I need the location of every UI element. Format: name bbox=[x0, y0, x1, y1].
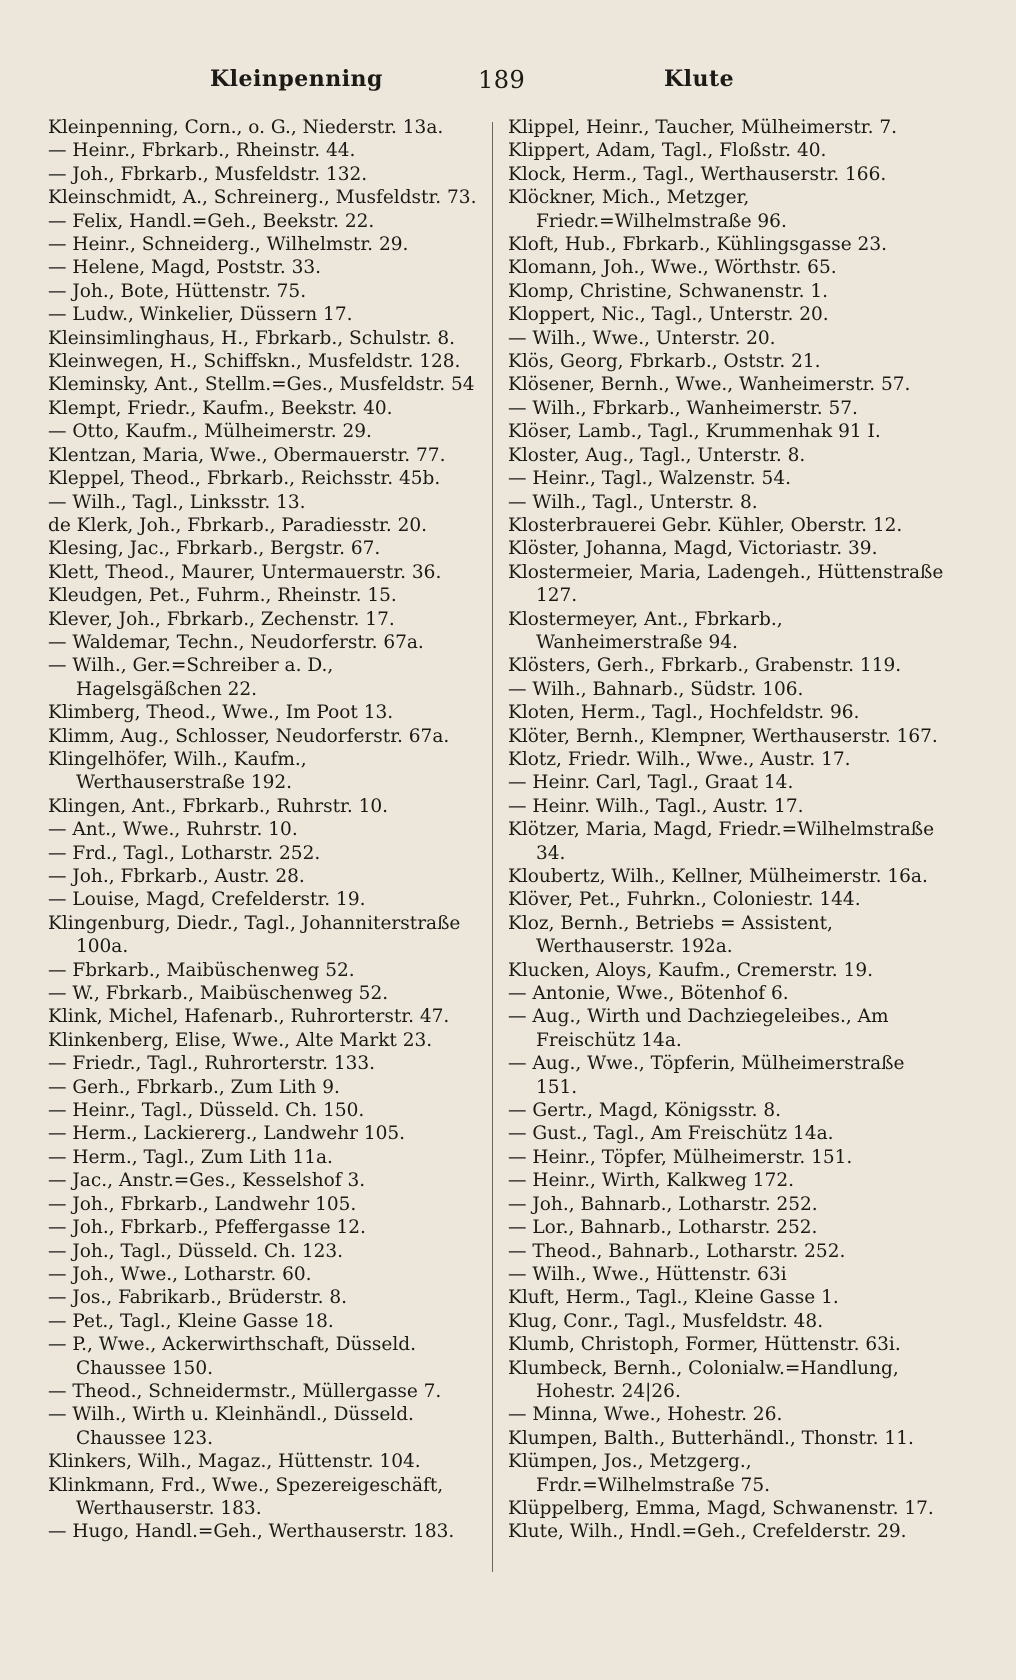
directory-entry: — Herm., Tagl., Zum Lith 11a. bbox=[48, 1146, 333, 1168]
directory-entry: — Helene, Magd, Poststr. 33. bbox=[48, 257, 322, 279]
directory-entry: Klümpen, Jos., Metzgerg., Frdr.=Wilhelmstraße 75. bbox=[508, 1451, 770, 1496]
directory-entry: Kloster, Aug., Tagl., Unterstr. 8. bbox=[508, 444, 806, 466]
directory-entry: — Joh., Fbrkarb., Musfeldstr. 132. bbox=[48, 163, 368, 185]
directory-entry: Kleminsky, Ant., Stellm.=Ges., Musfeldstr. 54 bbox=[48, 374, 475, 396]
directory-entry: — Gust., Tagl., Am Freischütz 14a. bbox=[508, 1123, 834, 1145]
directory-entry: Klöster, Johanna, Magd, Victoriastr. 39. bbox=[508, 538, 878, 560]
directory-entry: Klumpen, Balth., Butterhändl., Thonstr. 11. bbox=[508, 1427, 914, 1449]
directory-entry: Klös, Georg, Fbrkarb., Oststr. 21. bbox=[508, 351, 821, 373]
directory-entry: Klomp, Christine, Schwanenstr. 1. bbox=[508, 280, 829, 302]
directory-entry: Kleppel, Theod., Fbrkarb., Reichsstr. 45b. bbox=[48, 468, 441, 490]
directory-entry: Klippert, Adam, Tagl., Floßstr. 40. bbox=[508, 140, 827, 162]
directory-entry: Klöckner, Mich., Metzger, Friedr.=Wilhelmstraße 96. bbox=[508, 187, 787, 232]
directory-entry: — Heinr., Tagl., Düsseld. Ch. 150. bbox=[48, 1100, 365, 1122]
directory-entry: — Hugo, Handl.=Geh., Werthauserstr. 183. bbox=[48, 1521, 455, 1543]
directory-entry: Klock, Herm., Tagl., Werthauserstr. 166. bbox=[508, 163, 887, 185]
directory-entry: — Wilh., Fbrkarb., Wanheimerstr. 57. bbox=[508, 397, 858, 419]
directory-entry: Klimm, Aug., Schlosser, Neudorferstr. 67a. bbox=[48, 725, 450, 747]
directory-entry: — Jac., Anstr.=Ges., Kesselshof 3. bbox=[48, 1170, 366, 1192]
directory-entry: — Wilh., Wirth u. Kleinhändl., Düsseld. Chaussee 123. bbox=[48, 1404, 414, 1449]
directory-entry: — Heinr., Töpfer, Mülheimerstr. 151. bbox=[508, 1146, 853, 1168]
directory-entry: Klumbeck, Bernh., Colonialw.=Handlung, Hohestr. 24|26. bbox=[508, 1357, 899, 1402]
directory-entry: — Ant., Wwe., Ruhrstr. 10. bbox=[48, 819, 298, 841]
directory-entry: — Joh., Fbrkarb., Landwehr 105. bbox=[48, 1193, 357, 1215]
directory-entry: — Joh., Fbrkarb., Pfeffergasse 12. bbox=[48, 1217, 366, 1239]
directory-entry: — Heinr., Tagl., Walzenstr. 54. bbox=[508, 468, 791, 490]
directory-entry: Klinkenberg, Elise, Wwe., Alte Markt 23. bbox=[48, 1029, 433, 1051]
directory-entry: Klotz, Friedr. Wilh., Wwe., Austr. 17. bbox=[508, 748, 851, 770]
directory-entry: Klempt, Friedr., Kaufm., Beekstr. 40. bbox=[48, 397, 393, 419]
directory-entry: Klöser, Lamb., Tagl., Krummenhak 91 I. bbox=[508, 421, 881, 443]
right-column bbox=[508, 116, 948, 1544]
header-right-keyword: Klute bbox=[664, 66, 735, 92]
directory-entry: Klesing, Jac., Fbrkarb., Bergstr. 67. bbox=[48, 538, 381, 560]
directory-entry: — Otto, Kaufm., Mülheimerstr. 29. bbox=[48, 421, 372, 443]
directory-entry: Klentzan, Maria, Wwe., Obermauerstr. 77. bbox=[48, 444, 446, 466]
directory-entry: Klinkers, Wilh., Magaz., Hüttenstr. 104. bbox=[48, 1451, 421, 1473]
directory-entry: Klingelhöfer, Wilh., Kaufm., Werthauserstraße 192. bbox=[48, 748, 307, 794]
directory-entry: Kloz, Bernh., Betriebs = Assistent, Werthauserstr. 192a. bbox=[508, 912, 833, 958]
directory-entry: — Heinr., Wirth, Kalkweg 172. bbox=[508, 1170, 794, 1192]
directory-entry: Kloft, Hub., Fbrkarb., Kühlingsgasse 23. bbox=[508, 234, 887, 256]
directory-entry: — Wilh., Wwe., Unterstr. 20. bbox=[508, 327, 776, 349]
directory-entry: Klomann, Joh., Wwe., Wörthstr. 65. bbox=[508, 257, 837, 279]
directory-entry: Klever, Joh., Fbrkarb., Zechenstr. 17. bbox=[48, 608, 395, 630]
directory-entry: Klett, Theod., Maurer, Untermauerstr. 36. bbox=[48, 561, 442, 583]
directory-entry: Kleinsimlinghaus, H., Fbrkarb., Schulstr. 8. bbox=[48, 327, 455, 349]
directory-entry: Klumb, Christoph, Former, Hüttenstr. 63i. bbox=[508, 1334, 901, 1356]
directory-entry: — Joh., Fbrkarb., Austr. 28. bbox=[48, 866, 305, 887]
directory-entry: — P., Wwe., Ackerwirthschaft, Düsseld. Chaussee 150. bbox=[48, 1334, 416, 1379]
directory-entry: — Theod., Schneidermstr., Müllergasse 7. bbox=[48, 1380, 442, 1402]
directory-entry: — Minna, Wwe., Hohestr. 26. bbox=[508, 1404, 783, 1426]
directory-entry: Klöver, Pet., Fuhrkn., Coloniestr. 144. bbox=[508, 889, 861, 911]
directory-entry: — Aug., Wirth und Dachziegeleibes., Am Freischütz 14a. bbox=[508, 1006, 889, 1051]
directory-entry: Klingen, Ant., Fbrkarb., Ruhrstr. 10. bbox=[48, 795, 389, 817]
directory-entry: Klinkmann, Frd., Wwe., Spezereigeschäft, Werthauserstr. 183. bbox=[48, 1474, 444, 1519]
directory-entry: — Wilh., Ger.=Schreiber a. D., Hagelsgäßchen 22. bbox=[48, 655, 334, 700]
directory-entry: — Wilh., Tagl., Unterstr. 8. bbox=[508, 491, 758, 513]
directory-entry: — Joh., Bahnarb., Lotharstr. 252. bbox=[508, 1193, 818, 1215]
directory-entry: — Wilh., Wwe., Hüttenstr. 63i bbox=[508, 1263, 787, 1285]
page-header bbox=[0, 66, 1016, 102]
directory-entry: — Antonie, Wwe., Bötenhof 6. bbox=[508, 983, 789, 1005]
directory-entry: — Waldemar, Techn., Neudorferstr. 67a. bbox=[48, 631, 424, 653]
directory-entry: — Wilh., Bahnarb., Südstr. 106. bbox=[508, 678, 804, 700]
directory-entry: — Lor., Bahnarb., Lotharstr. 252. bbox=[508, 1217, 818, 1239]
directory-entry: Kleinwegen, H., Schiffskn., Musfeldstr. 128. bbox=[48, 351, 461, 373]
directory-entry: — Gerh., Fbrkarb., Zum Lith 9. bbox=[48, 1076, 340, 1098]
directory-entry: Kleinschmidt, A., Schreinerg., Musfeldstr. 73. bbox=[48, 187, 477, 209]
directory-entry: Klingenburg, Diedr., Tagl., Johanniterstraße 100a. bbox=[48, 912, 461, 958]
directory-entry: Kloten, Herm., Tagl., Hochfeldstr. 96. bbox=[508, 702, 860, 724]
directory-entry: — Friedr., Tagl., Ruhrorterstr. 133. bbox=[48, 1053, 376, 1075]
column-divider bbox=[492, 122, 493, 1572]
directory-entry: Kleinpenning, Corn., o. G., Niederstr. 13a. bbox=[48, 117, 444, 138]
header-left-keyword: Kleinpenning bbox=[210, 66, 383, 92]
directory-entry: Klösener, Bernh., Wwe., Wanheimerstr. 57. bbox=[508, 374, 911, 396]
directory-entry: — Ludw., Winkelier, Düssern 17. bbox=[48, 304, 353, 326]
directory-entry: Klostermeyer, Ant., Fbrkarb., Wanheimerstraße 94. bbox=[508, 608, 783, 653]
directory-entry: Kloubertz, Wilh., Kellner, Mülheimerstr. 16a. bbox=[508, 866, 928, 887]
directory-entry: de Klerk, Joh., Fbrkarb., Paradiesstr. 20. bbox=[48, 514, 428, 536]
directory-entry: — Heinr. Carl, Tagl., Graat 14. bbox=[508, 772, 794, 794]
directory-entry: — Heinr., Fbrkarb., Rheinstr. 44. bbox=[48, 140, 356, 162]
directory-entry: Klug, Conr., Tagl., Musfeldstr. 48. bbox=[508, 1310, 824, 1332]
directory-entry: — Joh., Tagl., Düsseld. Ch. 123. bbox=[48, 1240, 344, 1262]
directory-entry: Klucken, Aloys, Kaufm., Cremerstr. 19. bbox=[508, 959, 873, 981]
directory-entry: — Heinr. Wilh., Tagl., Austr. 17. bbox=[508, 795, 804, 817]
directory-entry: — Fbrkarb., Maibüschenweg 52. bbox=[48, 959, 355, 981]
directory-entry: Klink, Michel, Hafenarb., Ruhrorterstr. 47. bbox=[48, 1006, 450, 1028]
directory-entry: Klostermeier, Maria, Ladengeh., Hüttenstraße 127. bbox=[508, 561, 944, 607]
directory-entry: — Aug., Wwe., Töpferin, Mülheimerstraße 151. bbox=[508, 1053, 905, 1098]
directory-entry: — Herm., Lackiererg., Landwehr 105. bbox=[48, 1123, 406, 1145]
directory-entry: — Louise, Magd, Crefelderstr. 19. bbox=[48, 889, 366, 911]
directory-entry: — Joh., Wwe., Lotharstr. 60. bbox=[48, 1263, 312, 1285]
directory-entry: — Joh., Bote, Hüttenstr. 75. bbox=[48, 280, 307, 302]
directory-entry: Klippel, Heinr., Taucher, Mülheimerstr. 7. bbox=[508, 117, 898, 138]
directory-entry: — Wilh., Tagl., Linksstr. 13. bbox=[48, 491, 306, 513]
directory-entry: — Gertr., Magd, Königsstr. 8. bbox=[508, 1100, 782, 1122]
left-column bbox=[48, 116, 478, 1544]
directory-entry: Kluft, Herm., Tagl., Kleine Gasse 1. bbox=[508, 1287, 839, 1309]
directory-entry: — W., Fbrkarb., Maibüschenweg 52. bbox=[48, 983, 389, 1005]
directory-entry: Kloppert, Nic., Tagl., Unterstr. 20. bbox=[508, 304, 829, 326]
directory-entry: Klute, Wilh., Hndl.=Geh., Crefelderstr. 29. bbox=[508, 1521, 907, 1543]
directory-entry: — Felix, Handl.=Geh., Beekstr. 22. bbox=[48, 210, 375, 232]
directory-entry: — Frd., Tagl., Lotharstr. 252. bbox=[48, 842, 321, 864]
directory-entry: Klüppelberg, Emma, Magd, Schwanenstr. 17. bbox=[508, 1497, 934, 1519]
directory-entry: Klötzer, Maria, Magd, Friedr.=Wilhelmstraße 34. bbox=[508, 819, 935, 864]
page-number: 189 bbox=[478, 66, 526, 94]
directory-entry: Kleudgen, Pet., Fuhrm., Rheinstr. 15. bbox=[48, 585, 397, 607]
directory-entry: Klöter, Bernh., Klempner, Werthauserstr. 167. bbox=[508, 725, 938, 747]
directory-entry: Klimberg, Theod., Wwe., Im Poot 13. bbox=[48, 702, 394, 724]
directory-entry: — Jos., Fabrikarb., Brüderstr. 8. bbox=[48, 1287, 347, 1309]
directory-entry: — Heinr., Schneiderg., Wilhelmstr. 29. bbox=[48, 234, 409, 256]
directory-entry: Klösters, Gerh., Fbrkarb., Grabenstr. 119. bbox=[508, 655, 902, 677]
directory-entry: — Theod., Bahnarb., Lotharstr. 252. bbox=[508, 1240, 846, 1262]
directory-entry: — Pet., Tagl., Kleine Gasse 18. bbox=[48, 1310, 334, 1332]
directory-entry: Klosterbrauerei Gebr. Kühler, Oberstr. 12. bbox=[508, 514, 903, 536]
